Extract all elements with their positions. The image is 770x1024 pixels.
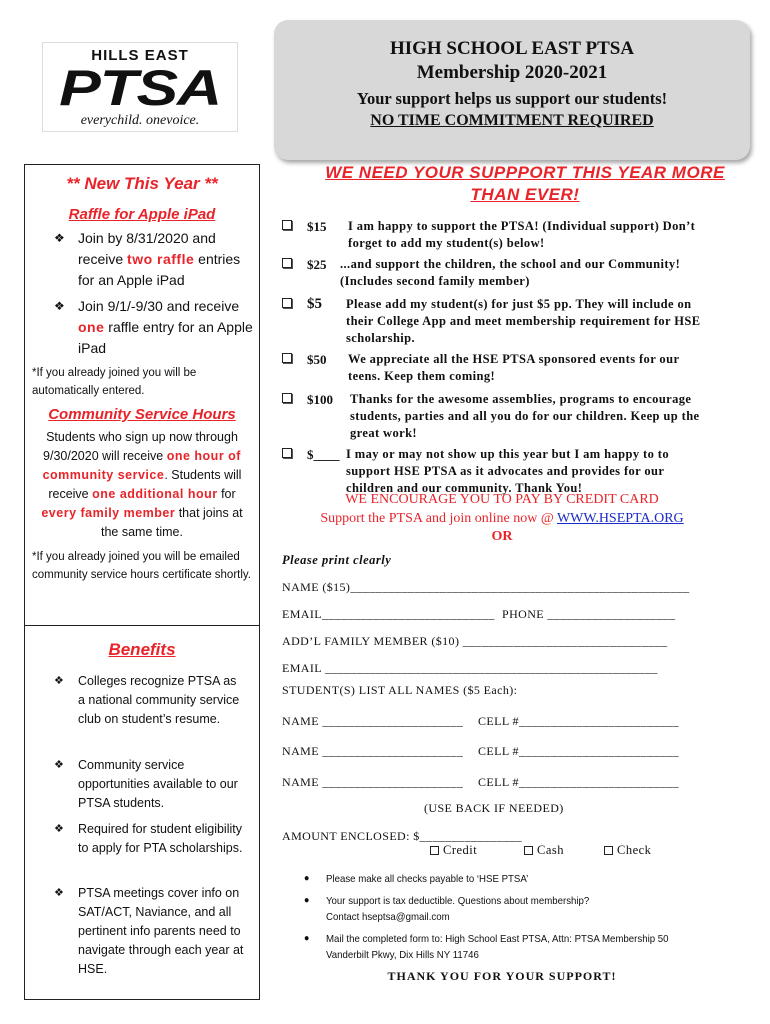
cs-emphasis-3: every family member <box>41 506 176 520</box>
pay-cash-label: Cash <box>537 843 564 857</box>
pay-credit-option[interactable] <box>430 843 477 858</box>
pay-cash-option[interactable] <box>524 843 564 858</box>
checkbox[interactable] <box>282 220 292 230</box>
raffle-title: Raffle for Apple iPad <box>68 206 216 223</box>
bullet-icon: ● <box>303 895 310 906</box>
raffle-item-1 <box>54 228 260 291</box>
note-text: Mail the completed form to: High School East PTSA, Attn: PTSA Membership 50 Vanderbilt Pkwy, Dix Hills NY 11746 <box>326 933 669 961</box>
diamond-bullet-icon: ❖ <box>54 231 65 245</box>
note-item <box>303 871 712 887</box>
raffle2-emphasis: one <box>78 319 105 335</box>
option-desc: I am happy to support the PTSA! (Individual support) Don’t forget to add my student(s) below! <box>348 219 696 250</box>
raffle2-pre: Join 9/1/-9/30 and receive <box>78 298 240 314</box>
student-cell-field[interactable]: CELL #_________________________ <box>478 744 679 758</box>
student-name-field[interactable]: NAME ______________________ <box>282 744 464 758</box>
student-name-field[interactable]: NAME ______________________ <box>282 714 464 728</box>
option-desc: Thanks for the awesome assemblies, programs to encourage students, parties and all you do for our children. Keep up the great work! <box>350 392 700 440</box>
use-back-note: (USE BACK IF NEEDED) <box>424 801 564 815</box>
email2-field[interactable]: EMAIL ____________________________________________________ <box>282 661 658 675</box>
community-service-title: Community Service Hours <box>48 406 236 423</box>
benefit-item <box>54 820 246 858</box>
benefit-item <box>54 756 246 813</box>
option-amount: $50 <box>307 352 327 367</box>
diamond-bullet-icon: ❖ <box>54 675 64 687</box>
pay-check-label: Check <box>617 843 652 857</box>
option-amount: $5 <box>307 296 322 312</box>
thank-you-line: THANK YOU FOR YOUR SUPPORT! <box>387 969 617 983</box>
cs-pre: Students who sign up now through 9/30/2020 will receive <box>43 430 238 463</box>
raffle-note: *If you already joined you will be automatically entered. <box>32 367 197 397</box>
diamond-bullet-icon: ❖ <box>54 887 64 899</box>
option-amount: $25 <box>307 257 327 272</box>
option-amount: $____ <box>307 447 340 462</box>
phone-field[interactable]: PHONE ____________________ <box>502 607 676 621</box>
raffle1-post: entries for an Apple iPad <box>78 251 241 288</box>
credit-card-line: WE ENCOURAGE YOU TO PAY BY CREDIT CARD <box>345 492 659 507</box>
header-title: HIGH SCHOOL EAST PTSA <box>389 38 635 59</box>
amount-enclosed-field[interactable]: AMOUNT ENCLOSED: $________________ <box>282 829 523 843</box>
checkbox[interactable] <box>282 298 292 308</box>
cs-emphasis-1: one hour of community service <box>42 449 241 482</box>
or-label: OR <box>491 529 513 544</box>
students-label: STUDENT(S) LIST ALL NAMES ($5 Each): <box>282 683 518 697</box>
pay-check-option[interactable] <box>604 843 651 858</box>
benefit-text: PTSA meetings cover info on SAT/ACT, Naviance, and all pertinent info parents need to navigate through each year at HSE. <box>78 886 244 976</box>
note-text: Please make all checks payable to ‘HSE PTSA’ <box>326 873 529 885</box>
sidebar-divider <box>24 625 260 626</box>
benefits-title: Benefits <box>108 640 176 659</box>
bullet-icon: ● <box>303 873 310 884</box>
header-no-commitment: NO TIME COMMITMENT REQUIRED <box>370 112 654 129</box>
cs-post: that joins at the same time. <box>101 506 243 539</box>
checkbox[interactable] <box>604 846 613 855</box>
benefit-text: Colleges recognize PTSA as a national community service club on student’s resume. <box>78 674 240 726</box>
header-tagline: Your support helps us support our students! <box>356 89 668 108</box>
raffle1-pre: Join by 8/31/2020 and receive <box>78 230 216 267</box>
benefit-text: Required for student eligibility to apply for PTA scholarships. <box>78 822 243 855</box>
community-service-text <box>32 428 252 542</box>
option-desc: We appreciate all the HSE PTSA sponsored events for our teens. Keep them coming! <box>348 352 680 383</box>
header-membership: Membership 2020-2021 <box>416 62 608 83</box>
diamond-bullet-icon: ❖ <box>54 823 64 835</box>
diamond-bullet-icon: ❖ <box>54 759 64 771</box>
additional-family-field[interactable]: ADD’L FAMILY MEMBER ($10) ________________________________ <box>282 634 668 648</box>
print-clearly-label: Please print clearly <box>282 553 392 567</box>
raffle1-emphasis: two raffle <box>127 251 195 267</box>
cs-mid-2: for <box>217 487 236 501</box>
student-cell-field[interactable]: CELL #_________________________ <box>478 775 679 789</box>
option-desc: ...and support the children, the school and our Community! (Includes second family member) <box>340 257 681 288</box>
need-support-title: WE NEED YOUR SUPPPORT THIS YEAR MORE THAN EVER! <box>325 163 725 204</box>
note-item <box>303 893 602 925</box>
checkbox[interactable] <box>282 353 292 363</box>
option-desc: I may or may not show up this year but I am happy to to support HSE PTSA as it advocates and provides for our children and our community. Thank You! <box>346 447 669 495</box>
note-text: Your support is tax deductible. Questions about membership? Contact hseptsa@gmail.com <box>326 895 590 923</box>
bullet-icon: ● <box>303 933 310 944</box>
new-this-year-title: ** New This Year ** <box>66 174 218 193</box>
online-pre: Support the PTSA and join online now @ <box>320 511 557 526</box>
cs-mid: . Students will receive <box>48 468 242 501</box>
checkbox[interactable] <box>430 846 439 855</box>
benefit-item <box>54 672 246 729</box>
pay-credit-label: Credit <box>443 843 478 857</box>
cs-emphasis-2: one additional hour <box>92 487 218 501</box>
raffle2-post: raffle entry for an Apple iPad <box>78 319 253 356</box>
community-service-note: *If you already joined you will be emailed community service hours certificate shortly. <box>32 551 251 581</box>
checkbox[interactable] <box>282 258 292 268</box>
option-amount: $15 <box>307 219 327 234</box>
header-box <box>274 20 750 160</box>
checkbox[interactable] <box>524 846 533 855</box>
online-line <box>282 511 722 527</box>
student-cell-field[interactable]: CELL #_________________________ <box>478 714 679 728</box>
raffle-item-2 <box>54 296 260 359</box>
option-amount: $100 <box>307 392 333 407</box>
diamond-bullet-icon: ❖ <box>54 299 65 313</box>
note-item <box>303 931 694 963</box>
benefit-item <box>54 884 246 979</box>
benefit-text: Community service opportunities available to our PTSA students. <box>78 758 238 810</box>
checkbox[interactable] <box>282 448 292 458</box>
ptsa-logo <box>42 42 238 132</box>
logo-main-text: PTSA <box>59 60 221 116</box>
logo-tagline: everychild. onevoice. <box>80 113 200 128</box>
email-field[interactable]: EMAIL___________________________ <box>282 607 495 621</box>
option-desc: Please add my student(s) for just $5 pp. They will include on their College App and meet membership requirement for HSE scholarship. <box>346 297 701 345</box>
logo-top-text: HILLS EAST <box>91 47 189 64</box>
website-link[interactable]: WWW.HSEPTA.ORG <box>556 511 684 526</box>
checkbox[interactable] <box>282 393 292 403</box>
student-name-field[interactable]: NAME ______________________ <box>282 775 464 789</box>
name-field[interactable]: NAME ($15)_____________________________________________________ <box>282 580 690 594</box>
